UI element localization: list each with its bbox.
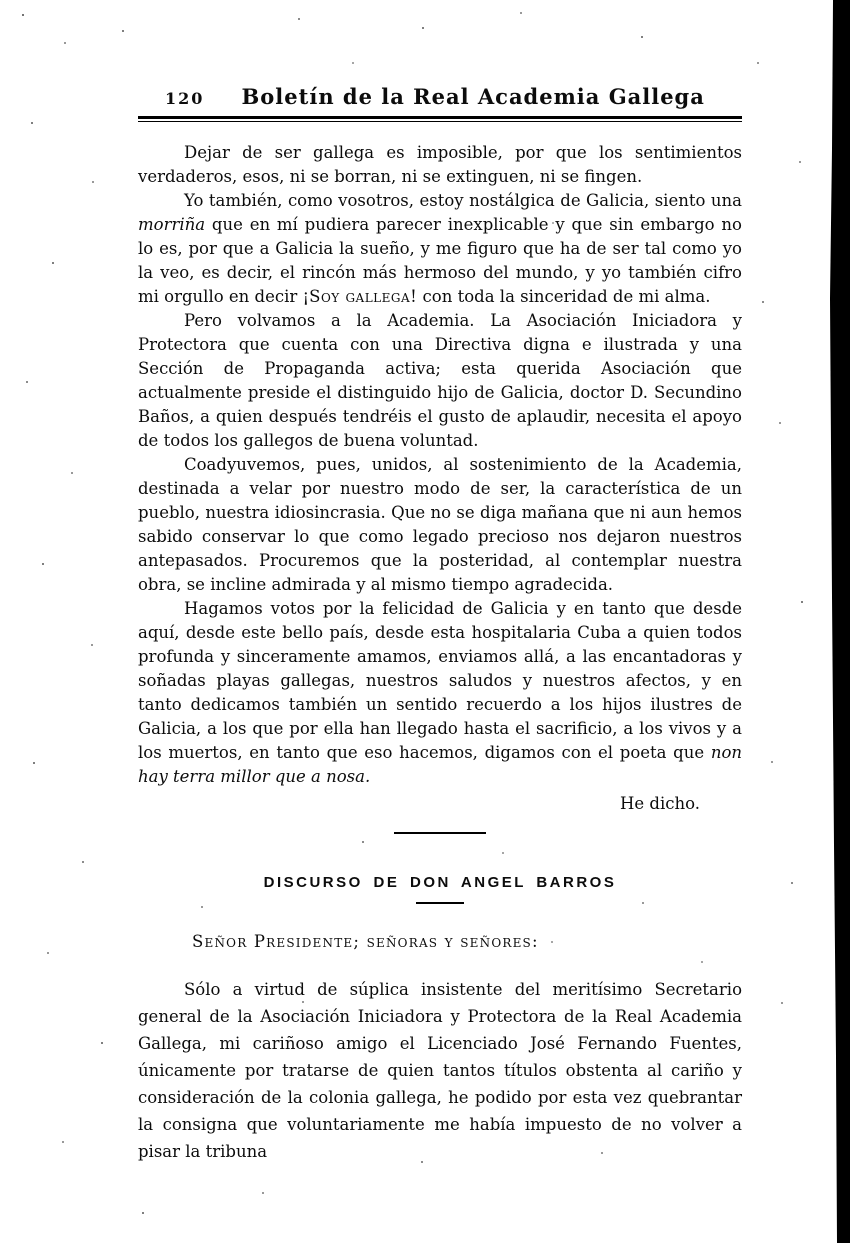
discourse-paragraph: Sólo a virtud de súplica insistente del meritísimo Secretario general de la Asociación Iniciadora y Protectora de la Real Academia Gallega, mi cariñoso amigo el Licenciado José Fernando Fuentes, únicamente por tratarse de quien tantos títulos obstenta al cariño y consideración de la colonia gallega, he podido por esta vez quebrantar la consigna que voluntariamente me había impuesto de no volver a pisar la tribuna <box>138 980 742 1161</box>
speech-paragraph: Dejar de ser gallega es imposible, por que los sentimientos verdaderos, esos, ni se borran, ni se extinguen, ni se fingen. <box>138 143 742 186</box>
scan-noise-speckles <box>0 0 2 2</box>
section-divider <box>394 832 486 834</box>
speech-paragraph: Hagamos votos por la felicidad de Galicia y en tanto que desde aquí, desde este bello país, desde esta hospitalaria Cuba a quien todos profunda y sinceramente amamos, enviamos allá, a las encantadoras y soñadas playas gallegas, nuestros saludos y nuestros afectos, y en tanto dedicamos también un sentido recuerdo a los hijos ilustres de Galicia, a los que por ella han llegado hasta el sacrificio, a los vivos y a los muertos, en tanto que eso hacemos, digamos con el poeta que non hay terra millor que a nosa. <box>138 599 742 786</box>
page-content-column <box>138 84 742 1182</box>
speech-closing-line: He dicho. <box>620 794 700 813</box>
speech-paragraph: Coadyuvemos, pues, unidos, al sostenimiento de la Academia, destinada a velar por nuestro modo de ser, la característica de un pueblo, nuestra idiosincrasia. Que no se diga mañana que ni aun hemos sabido conservar lo que como legado precioso nos dejaron nuestros antepasados. Procuremos que la posteridad, al contemplar nuestra obra, se incline admirada y al mismo tiempo agradecida. <box>138 455 742 594</box>
running-header <box>138 84 742 109</box>
page-number: 120 <box>165 89 205 108</box>
speech-paragraph: Yo también, como vosotros, estoy nostálgica de Galicia, siento una morriña que en mí pudiera parecer inexplicable y que sin embargo no lo es, por que a Galicia la sueño, y me figuro que ha de ser tal como yo la veo, es decir, el rincón más hermoso del mundo, y yo también cifro mi orgullo en decir ¡Soy gallega! con toda la sinceridad de mi alma. <box>138 191 742 306</box>
book-binding-scan-bar <box>828 0 850 1243</box>
speech-body <box>138 141 742 789</box>
journal-title: Boletín de la Real Academia Gallega <box>241 84 705 109</box>
heading-underline-rule <box>416 902 464 904</box>
discourse-heading: DISCURSO DE DON ANGEL BARROS <box>263 874 617 891</box>
speech-paragraph: Pero volvamos a la Academia. La Asociación Iniciadora y Protectora que cuenta con una Directiva digna e ilustrada y una Sección de Propaganda activa; esta querida Asociación que actualmente preside el distinguido hijo de Galicia, doctor D. Secundino Baños, a quien después tendréis el gusto de aplaudir, necesita el apoyo de todos los gallegos de buena voluntad. <box>138 311 742 450</box>
header-rule <box>138 116 742 122</box>
discourse-salutation: Señor Presidente; señoras y señores: <box>192 932 539 951</box>
